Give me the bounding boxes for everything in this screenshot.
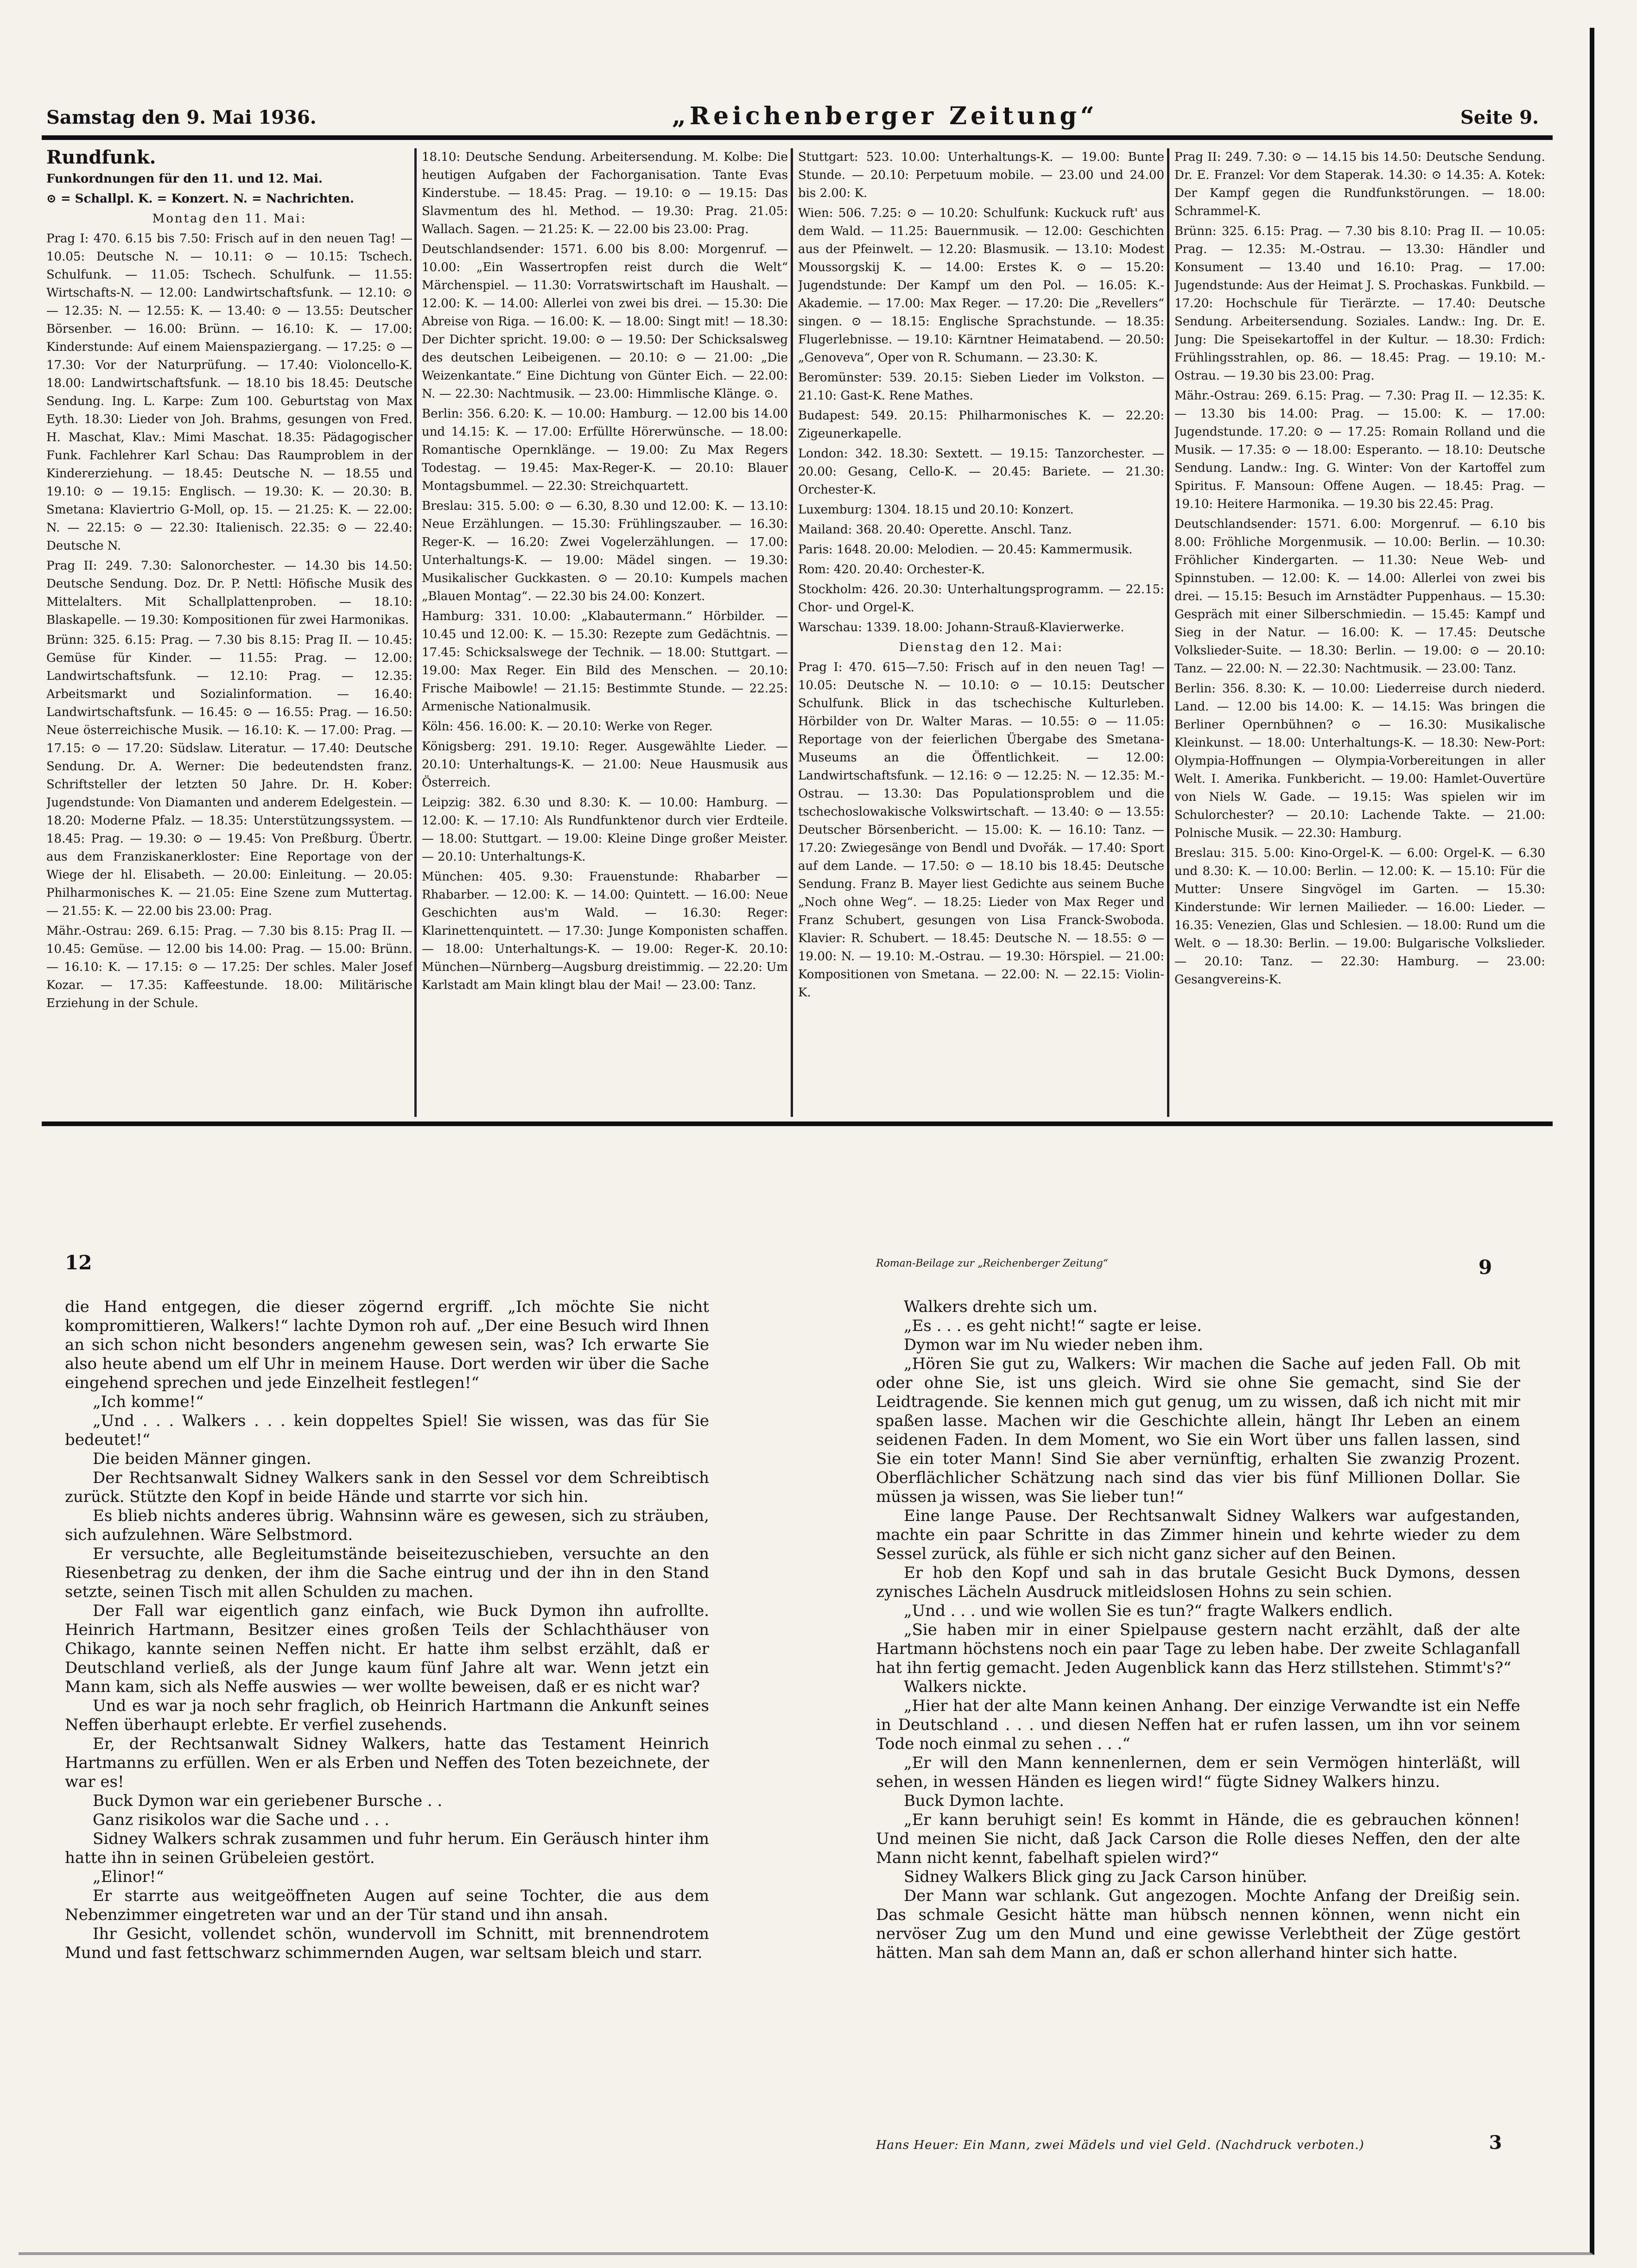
radio-column-2 xyxy=(422,148,788,1112)
novel-right-column xyxy=(876,1298,1520,1963)
program-entry: Warschau: 1339. 18.00: Johann-Strauß-Klavierwerke. xyxy=(798,621,1124,634)
program-entry: Wien: 506. 7.25: ⊙ — 10.20: Schulfunk: Kuckuck ruft' aus dem Wald. — 11.25: Bauernmusik. — 12.00: Geschichten aus der Pfeinwelt. — 12.20: Blasmusik. — 13.10: Modest Moussorgskij K. — 14.00: Erstes K. ⊙ — 15.20: Jugendstunde: Der Kampf um den Pol. — 16.05: K.-Akademie. — 17.00: Max Reger. — 17.20: Die „Revellers“ singen. ⊙ — 18.15: Englische Sprachstunde. — 18.35: Flugerlebnisse. — 19.10: Kärntner Heimatabend. — 20.50: „Genoveva“, Oper von R. Schumann. — 23.30: K. xyxy=(798,206,1164,365)
novel-paragraph: Und es war ja noch sehr fraglich, ob Heinrich Hartmann die Ankunft seines Neffen überhaupt erlebte. Er verfiel zusehends. xyxy=(65,1697,709,1734)
program-entry: Deutschlandsender: 1571. 6.00: Morgenruf. — 6.10 bis 8.00: Fröhliche Morgenmusik. — 10.00: Berlin. — 10.30: Fröhlicher Kindergarten. — 11.30: Neue Web- und Spinnstuben. — 12.00: K. — 14.00: Allerlei von zwei bis drei. — 15.15: Besuch im Arnstädter Puppenhaus. — 15.30: Gespräch mit einer Silberschmiedin. — 15.45: Kampf und Sieg in der Natur. — 16.00: K. — 17.45: Deutsche Volkslieder-Suite. — 18.30: Berlin. — 19.00: ⊙ — 20.10: Tanz. — 22.00: N. — 22.30: Nachtmusik. — 23.00: Tanz. xyxy=(1174,517,1545,676)
program-entry: Prag I: 470. 615—7.50: Frisch auf in den neuen Tag! — 10.05: Deutsche N. — 10.10: ⊙ — 10.15: Deutscher Schulfunk. Blick in das tschechische Kulturleben. Hörbilder von Dr. Walter Maras. — 10.55: ⊙ — 11.05: Reportage von der feierlichen Übergabe des Smetana-Museums an die Öffentlichkeit. — 12.00: Landwirtschaftsfunk. — 12.16: ⊙ — 12.25: N. — 12.35: M.-Ostrau. — 13.30: Das Populationsproblem und die tschechoslowakische Volkswirtschaft. — 13.40: ⊙ — 13.55: Deutscher Börsenbericht. — 15.00: K. — 16.10: Tanz. — 17.20: Zwiegesänge von Bendl und Dvořák. — 17.40: Sport auf dem Lande. — 17.50: ⊙ — 18.10 bis 18.45: Deutsche Sendung. Franz B. Mayer liest Gedichte aus seinem Buche „Noch ohne Weg“. — 18.25: Lieder von Max Reger und Franz Schubert, gesungen von Lisa Franck-Swoboda. Klavier: R. Schubert. — 18.45: Deutsche N. — 18.55: ⊙ — 19.00: N. — 19.10: M.-Ostrau. — 19.30: Hörspiel. — 21.00: Kompositionen von Smetana. — 22.00: N. — 22.15: Violin-K. xyxy=(798,660,1164,1000)
program-entry: Berlin: 356. 8.30: K. — 10.00: Liederreise durch niederd. Land. — 12.00 bis 14.00: K. — 14.15: Was bringen die Berliner Opernbühnen? ⊙ — 16.30: Musikalische Kleinkunst. — 18.00: Unterhaltungs-K. — 18.30: New-Port: Olympia-Hoffnungen — Olympia-Vorbereitungen in aller Welt. I. Amerika. Funkbericht. — 19.00: Hamlet-Ouvertüre von Niels W. Gade. — 19.15: Was spielen wir im Schulorchester? — 20.10: Lachende Takte. — 21.00: Polnische Musik. — 22.30: Hamburg. xyxy=(1174,682,1545,840)
program-entry: Breslau: 315. 5.00: ⊙ — 6.30, 8.30 und 12.00: K. — 13.10: Neue Erzählungen. — 15.30: Frühlingszauber. — 16.30: Reger-K. — 16.20: Zwei Vogelerzählungen. — 17.00: Unterhaltungs-K. — 19.00: Mädel singen. — 19.30: Musikalischer Guckkasten. ⊙ — 20.10: Kumpels machen „Blauen Montag“. — 22.30 bis 24.00: Konzert. xyxy=(422,499,788,603)
radio-column-4 xyxy=(1174,148,1545,1112)
program-entry: Beromünster: 539. 20.15: Sieben Lieder im Volkston. — 21.10: Gast-K. Rene Mathes. xyxy=(798,371,1164,403)
program-entry: Königsberg: 291. 19.10: Reger. Ausgewählte Lieder. — 20.10: Unterhaltungs-K. — 21.00: Neue Hausmusik aus Österreich. xyxy=(422,740,788,790)
novel-paragraph: Der Rechtsanwalt Sidney Walkers sank in den Sessel vor dem Schreibtisch zurück. Stützte den Kopf in beide Hände und starrte vor sich hin. xyxy=(65,1469,709,1506)
radio-legend: ⊙ = Schallpl. K. = Konzert. N. = Nachrichten. xyxy=(46,192,355,206)
novel-paragraph: „Sie haben mir in einer Spielpause gestern nacht erzählt, daß der alte Hartmann höchstens noch ein paar Tage zu leben habe. Der zweite Schlaganfall hat ihn fertig gemacht. Jeden Augenblick kann das Herz stillstehen. Stimmt's?“ xyxy=(876,1621,1520,1677)
radio-title: Rundfunk. xyxy=(46,148,156,168)
program-entry: Brünn: 325. 6.15: Prag. — 7.30 bis 8.10: Prag II. — 10.05: Prag. — 12.35: M.-Ostrau. — 13.30: Händler und Konsument — 13.40 und 16.10: Prag. — 17.00: Jugendstunde: Aus der Heimat J. S. Prochaskas. Funkbild. — 17.20: Hochschule für Tierärzte. — 17.40: Deutsche Sendung. Arbeitersendung. Soziales. Landw.: Ing. Dr. E. Jung: Die Speisekartoffel in der Kultur. — 18.30: Frdich: Frühlingsstrahlen, op. 86. — 18.45: Prag. — 19.10: M.-Ostrau. — 19.30 bis 23.00: Prag. xyxy=(1174,224,1545,383)
novel-paragraph: die Hand entgegen, die dieser zögernd ergriff. „Ich möchte Sie nicht kompromittieren, Walkers!“ lachte Dymon roh auf. „Der eine Besuch wird Ihnen an sich schon nicht besonders angenehm gewesen sein, was? Ich erwarte Sie also heute abend um elf Uhr in meinem Hause. Dort werden wir über die Sache eingehend sprechen und jede Einzelheit festlegen!“ xyxy=(65,1298,709,1392)
column-divider xyxy=(791,148,793,1117)
novel-paragraph: „Und . . . Walkers . . . kein doppeltes Spiel! Sie wissen, was das für Sie bedeutet!“ xyxy=(65,1412,709,1449)
novel-paragraph: Eine lange Pause. Der Rechtsanwalt Sidney Walkers war aufgestanden, machte ein paar Schritte in das Zimmer hinein und kehrte wieder zu dem Sessel zurück, als fühle er sich nicht ganz sicher auf den Beinen. xyxy=(876,1507,1520,1563)
novel-left-column xyxy=(65,1298,709,1963)
page-number: Seite 9. xyxy=(1460,107,1539,128)
novel-left-page-number: 12 xyxy=(65,1251,92,1274)
day-heading-monday: Montag den 11. Mai: xyxy=(152,212,307,226)
program-entry: Stockholm: 426. 20.30: Unterhaltungsprogramm. — 22.15: Chor- und Orgel-K. xyxy=(798,583,1164,615)
novel-paragraph: Ganz risikolos war die Sache und . . . xyxy=(93,1811,390,1829)
program-entry: Prag II: 249. 7.30: ⊙ — 14.15 bis 14.50: Deutsche Sendung. Dr. E. Franzel: Vor dem Staperak. 14.30: ⊙ 14.35: A. Kotek: Der Kampf gegen die Rundfunkstörungen. — 18.00: Schrammel-K. xyxy=(1174,150,1545,218)
program-entry: London: 342. 18.30: Sextett. — 19.15: Tanzorchester. — 20.00: Gesang, Cello-K. — 20.45: Bariete. — 21.30: Orchester-K. xyxy=(798,447,1164,497)
novel-paragraph: Walkers drehte sich um. xyxy=(904,1298,1098,1316)
column-divider xyxy=(414,148,417,1117)
issue-date: Samstag den 9. Mai 1936. xyxy=(46,107,317,128)
program-entry: München: 405. 9.30: Frauenstunde: Rhabarber — Rhabarber. — 12.00: K. — 14.00: Quintett. — 16.00: Neue Geschichten aus'm Wald. — 16.30: Reger: Klarinettenquintett. — 17.30: Junge Komponisten schaffen. — 18.00: Unterhaltungs-K. — 19.00: Reger-K. 20.10: München—Nürnberg—Augsburg dreistimmig. — 22.20: Um Karlstadt am Main klingt blau der Mai! — 23.00: Tanz. xyxy=(422,870,788,992)
radio-column-1 xyxy=(46,148,412,1112)
novel-right-page-number: 9 xyxy=(1478,1256,1492,1279)
novel-footer xyxy=(876,2132,1503,2154)
program-entry: Mähr.-Ostrau: 269. 6.15: Prag. — 7.30: Prag II. — 12.35: K. — 13.30 bis 14.00: Prag. — 15.00: K. — 17.00: Jugendstunde. 17.20: ⊙ — 17.25: Romain Rolland und die Musik. — 17.35: ⊙ — 18.00: Esperanto. — 18.10: Deutsche Sendung. Landw.: Ing. G. Winter: Von der Kartoffel zum Spiritus. F. Mansoun: Offene Augen. — 18.45: Prag. — 19.10: Heitere Harmonika. — 19.30 bis 22.45: Prag. xyxy=(1174,389,1545,511)
novel-paragraph: Die beiden Männer gingen. xyxy=(93,1450,311,1468)
program-entry: Hamburg: 331. 10.00: „Klabautermann.“ Hörbilder. — 10.45 und 12.00: K. — 15.30: Rezepte zum Gedächtnis. — 17.45: Schicksalswege der Technik. — 18.00: Stuttgart. — 19.00: Max Reger. Ein Bild des Menschen. — 20.10: Frische Maibowle! — 21.15: Bestimmte Stunde. — 22.25: Armenische Nationalmusik. xyxy=(422,609,788,714)
program-entry: 18.10: Deutsche Sendung. Arbeitersendung. M. Kolbe: Die heutigen Aufgaben der Fachorganisation. Tante Evas Kinderstube. — 18.45: Prag. — 19.10: ⊙ — 19.15: Das Slavmentum des hl. Method. — 19.30: Prag. 21.05: Wallach. Sagen. — 21.25: K. — 22.00 bis 23.00: Prag. xyxy=(422,150,788,236)
novel-paragraph: Er versuchte, alle Begleitumstände beiseitezuschieben, versuchte an den Riesenbetrag zu denken, der ihm die Sache eintrug und der ihn in den Stand setzte, seinen Tisch mit allen Schulden zu machen. xyxy=(65,1545,709,1601)
novel-paragraph: „Hören Sie gut zu, Walkers: Wir machen die Sache auf jeden Fall. Ob mit oder ohne Sie, ist uns gleich. Wird sie ohne Sie gemacht, sind Sie der Leidtragende. Sie kennen mich gut genug, um zu wissen, daß ich nicht mit mir spaßen lasse. Machen wir die Geschichte allein, hängt Ihr Leben an einem seidenen Faden. In dem Moment, wo Sie ein Wort über uns fallen lassen, sind Sie ein toter Mann! Sind Sie aber vernünftig, erhalten Sie zwanzig Prozent. Oberflächlicher Schätzung nach sind das vier bis fünf Millionen Dollar. Sie müssen ja wissen, was Sie lieber tun!“ xyxy=(876,1355,1520,1506)
novel-paragraph: Er, der Rechtsanwalt Sidney Walkers, hatte das Testament Heinrich Hartmanns zu erfüllen. Wen er als Erben und Neffen des Toten bezeichnete, der war es! xyxy=(65,1735,709,1791)
program-entry: Prag II: 249. 7.30: Salonorchester. — 14.30 bis 14.50: Deutsche Sendung. Doz. Dr. P. Nettl: Höfische Musik des Mittelalters. Mit Schallplattenproben. — 18.10: Blaskapelle. — 19.30: Kompositionen für zwei Harmonikas. xyxy=(46,559,412,627)
novel-paragraph: Der Fall war eigentlich ganz einfach, wie Buck Dymon ihn aufrollte. Heinrich Hartmann, Besitzer eines großen Teils der Schlachthäuser von Chikago, kannte seinen Neffen nicht. Er hatte ihm selbst erzählt, daß er Deutschland verließ, als der Junge kaum fünf Jahre alt war. Wenn jetzt ein Mann kam, sich als Neffe auswies — wer wollte beweisen, daß er es nicht war? xyxy=(65,1602,709,1696)
novel-footer-number: 3 xyxy=(1489,2132,1503,2154)
novel-paragraph: Walkers nickte. xyxy=(904,1678,1027,1696)
novel-paragraph: „Es . . . es geht nicht!“ sagte er leise. xyxy=(904,1317,1202,1335)
program-entry: Prag I: 470. 6.15 bis 7.50: Frisch auf in den neuen Tag! — 10.05: Deutsche N. — 10.11: ⊙ — 10.15: Tschech. Schulfunk. — 11.05: Tschech. Schulfunk. — 11.55: Wirtschafts-N. — 12.00: Landwirtschaftsfunk. — 12.10: ⊙ — 12.35: N. — 12.55: K. — 13.40: ⊙ — 13.55: Deutscher Börsenber. — 16.00: Brünn. — 16.10: K. — 17.00: Kinderstunde: Auf einem Maienspaziergang. — 17.25: ⊙ — 17.30: Vor der Naturprüfung. — 17.40: Violoncello-K. 18.00: Landwirtschaftsfunk. — 18.10 bis 18.45: Deutsche Sendung. Ing. L. Karpe: Zum 100. Geburtstag von Max Eyth. 18.30: Lieder von Joh. Brahms, gesungen von Fred. H. Maschat, Klav.: Mimi Maschat. 18.35: Pädagogischer Funk. Fachlehrer Karl Schau: Das Raumproblem in der Kindererziehung. — 18.45: Deutsche N. — 18.55 und 19.10: ⊙ — 19.15: Englisch. — 19.30: K. — 20.30: B. Smetana: Klaviertrio G-Moll, op. 15. — 21.25: K. — 22.00: N. — 22.15: ⊙ — 22.30: Italienisch. 22.35: ⊙ — 22.40: Deutsche N. xyxy=(46,232,412,553)
novel-paragraph: Sidney Walkers schrak zusammen und fuhr herum. Ein Geräusch hinter ihm hatte ihn in seinen Grübeleien gestört. xyxy=(65,1830,709,1867)
program-entry: Luxemburg: 1304. 18.15 und 20.10: Konzert. xyxy=(798,503,1074,517)
novel-paragraph: Ihr Gesicht, vollendet schön, wundervoll im Schnitt, mit brennendrotem Mund und fast fettschwarz schimmernden Augen, war seltsam bleich und starr. xyxy=(65,1925,709,1962)
column-divider xyxy=(1167,148,1169,1117)
novel-paragraph: „Hier hat der alte Mann keinen Anhang. Der einzige Verwandte ist ein Neffe in Deutschland . . . und diesen Neffen hat er rufen lassen, um ihn vor seinem Tode noch einmal zu sehen . . .“ xyxy=(876,1697,1520,1753)
newspaper-header xyxy=(46,102,1553,139)
novel-paragraph: „Ich komme!“ xyxy=(93,1393,204,1411)
program-entry: Stuttgart: 523. 10.00: Unterhaltungs-K. — 19.00: Bunte Stunde. — 20.10: Perpetuum mobile. — 23.00 und 24.00 bis 2.00: K. xyxy=(798,150,1164,200)
radio-subtitle: Funkordnungen für den 11. und 12. Mai. xyxy=(46,172,323,186)
program-entry: Deutschlandsender: 1571. 6.00 bis 8.00: Morgenruf. — 10.00: „Ein Wassertropfen reist durch die Welt“ Märchenspiel. — 11.30: Vorratswirtschaft im Haushalt. — 12.00: K. — 14.00: Allerlei von zwei bis drei. — 15.30: Die Abreise von Riga. — 16.00: K. — 18.00: Singt mit! — 18.30: Der Dichter spricht. 19.00: ⊙ — 19.50: Der Schicksalsweg des deutschen Leibeigenen. — 20.10: ⊙ — 21.00: „Die Weizenkantate.“ Eine Dichtung von Günter Eich. — 22.00: N. — 22.30: Nachtmusik. — 23.00: Himmlische Klänge. ⊙. xyxy=(422,242,788,401)
header-rule xyxy=(42,135,1553,140)
program-entry: Berlin: 356. 6.20: K. — 10.00: Hamburg. — 12.00 bis 14.00 und 14.15: K. — 17.00: Erfüllte Hörerwünsche. — 18.00: Romantische Opernklänge. — 19.00: Zu Max Regers Todestag. — 19.45: Max-Reger-K. — 20.10: Blauer Montagsbummel. — 22.30: Streichquartett. xyxy=(422,407,788,493)
program-entry: Leipzig: 382. 6.30 und 8.30: K. — 10.00: Hamburg. — 12.00: K. — 17.10: Als Rundfunktenor durch vier Erdteile. — 18.00: Stuttgart. — 19.00: Kleine Dinge großer Meister. — 20.10: Unterhaltungs-K. xyxy=(422,796,788,864)
novel-paragraph: Der Mann war schlank. Gut angezogen. Mochte Anfang der Dreißig sein. Das schmale Gesicht hätte man hübsch nennen können, wenn nicht ein nervöser Zug um den Mund und eine gewisse Verlebtheit der Züge gestört hätten. Man sah dem Mann an, daß er schon allerhand hinter sich hatte. xyxy=(876,1887,1520,1962)
novel-supplement-header: Roman-Beilage zur „Reichenberger Zeitung“ xyxy=(876,1258,1108,1269)
program-entry: Mähr.-Ostrau: 269. 6.15: Prag. — 7.30 bis 8.15: Prag II. — 10.45: Gemüse. — 12.00 bis 14.00: Prag. — 15.00: Brünn. — 16.10: K. — 17.15: ⊙ — 17.25: Der schles. Maler Josef Kozar. — 17.35: Kaffeestunde. 18.00: Militärische Erziehung in der Schule. xyxy=(46,924,412,1010)
novel-footer-credit: Hans Heuer: Ein Mann, zwei Mädels und viel Geld. (Nachdruck verboten.) xyxy=(876,2138,1364,2152)
novel-paragraph: Sidney Walkers Blick ging zu Jack Carson hinüber. xyxy=(904,1868,1307,1886)
section-rule xyxy=(42,1121,1553,1126)
program-entry: Rom: 420. 20.40: Orchester-K. xyxy=(798,563,985,577)
novel-paragraph: Buck Dymon war ein geriebener Bursche . . xyxy=(93,1792,443,1810)
novel-paragraph: Er starrte aus weitgeöffneten Augen auf seine Tochter, die aus dem Nebenzimmer eingetreten war und an der Tür stand und ihn ansah. xyxy=(65,1887,709,1924)
novel-paragraph: Er hob den Kopf und sah in das brutale Gesicht Buck Dymons, dessen zynisches Lächeln Ausdruck mitleidslosen Hohns zu sein schien. xyxy=(876,1564,1520,1601)
program-entry: Köln: 456. 16.00: K. — 20.10: Werke von Reger. xyxy=(422,720,713,734)
program-entry: Mailand: 368. 20.40: Operette. Anschl. Tanz. xyxy=(798,523,1072,537)
program-entry: Brünn: 325. 6.15: Prag. — 7.30 bis 8.15: Prag II. — 10.45: Gemüse für Kinder. — 11.55: Prag. — 12.00: Landwirtschaftsfunk. — 12.10: Prag. — 12.35: Arbeitsmarkt und Sozialinformation. — 16.40: Landwirtschaftsfunk. — 16.45: ⊙ — 16.55: Prag. — 16.50: Neue österreichische Musik. — 16.10: K. — 17.00: Prag. — 17.15: ⊙ — 17.20: Südslaw. Literatur. — 17.40: Deutsche Sendung. Dr. A. Werner: Die bedeutendsten franz. Schriftsteller der letzten 50 Jahre. Dr. H. Kober: Jugendstunde: Von Diamanten und anderem Edelgestein. — 18.20: Moderne Pfalz. — 18.35: Unterstützungssystem. — 18.45: Prag. — 19.30: ⊙ — 19.45: Von Preßburg. Übertr. aus dem Franziskanerkloster: Eine Reportage von der Wiege der hl. Elisabeth. — 20.00: Einleitung. — 20.05: Philharmonisches K. — 21.05: Eine Szene zum Muttertag. — 21.55: K. — 22.00 bis 23.00: Prag. xyxy=(46,633,412,918)
newspaper-title: „Reichenberger Zeitung“ xyxy=(672,102,1098,130)
program-entry: Breslau: 315. 5.00: Kino-Orgel-K. — 6.00: Orgel-K. — 6.30 und 8.30: K. — 10.00: Berlin. — 12.00: K. — 15.10: Für die Mutter: Unsere Singvögel im Garten. — 15.30: Kinderstunde: Wir lernen Mailieder. — 16.00: Lieder. — 16.35: Venezien, Glas und Schlesien. — 18.00: Rund um die Welt. ⊙ — 18.30: Berlin. — 19.00: Bulgarische Volkslieder. — 20.10: Tanz. — 22.30: Hamburg. — 23.00: Gesangvereins-K. xyxy=(1174,846,1545,987)
radio-column-3 xyxy=(798,148,1164,1112)
novel-paragraph: Es blieb nichts anderes übrig. Wahnsinn wäre es gewesen, sich zu sträuben, sich aufzulehnen. Wäre Selbstmord. xyxy=(65,1507,709,1544)
novel-paragraph: Buck Dymon lachte. xyxy=(904,1792,1064,1810)
day-heading-tuesday: Dienstag den 12. Mai: xyxy=(899,640,1064,654)
novel-paragraph: „Er will den Mann kennenlernen, dem er sein Vermögen hinterläßt, will sehen, in wessen Händen es liegen wird!“ fügte Sidney Walkers hinzu. xyxy=(876,1754,1520,1791)
program-entry: Budapest: 549. 20.15: Philharmonisches K. — 22.20: Zigeunerkapelle. xyxy=(798,409,1164,441)
novel-paragraph: Dymon war im Nu wieder neben ihm. xyxy=(904,1336,1204,1354)
novel-paragraph: „Elinor!“ xyxy=(93,1868,164,1886)
novel-paragraph: „Und . . . und wie wollen Sie es tun?“ fragte Walkers endlich. xyxy=(904,1602,1393,1620)
program-entry: Paris: 1648. 20.00: Melodien. — 20.45: Kammermusik. xyxy=(798,543,1133,557)
novel-paragraph: „Er kann beruhigt sein! Es kommt in Hände, die es gebrauchen können! Und meinen Sie nicht, daß Jack Carson die Rolle dieses Neffen, den der alte Mann nicht kennt, fabelhaft spielen wird?“ xyxy=(876,1811,1520,1867)
